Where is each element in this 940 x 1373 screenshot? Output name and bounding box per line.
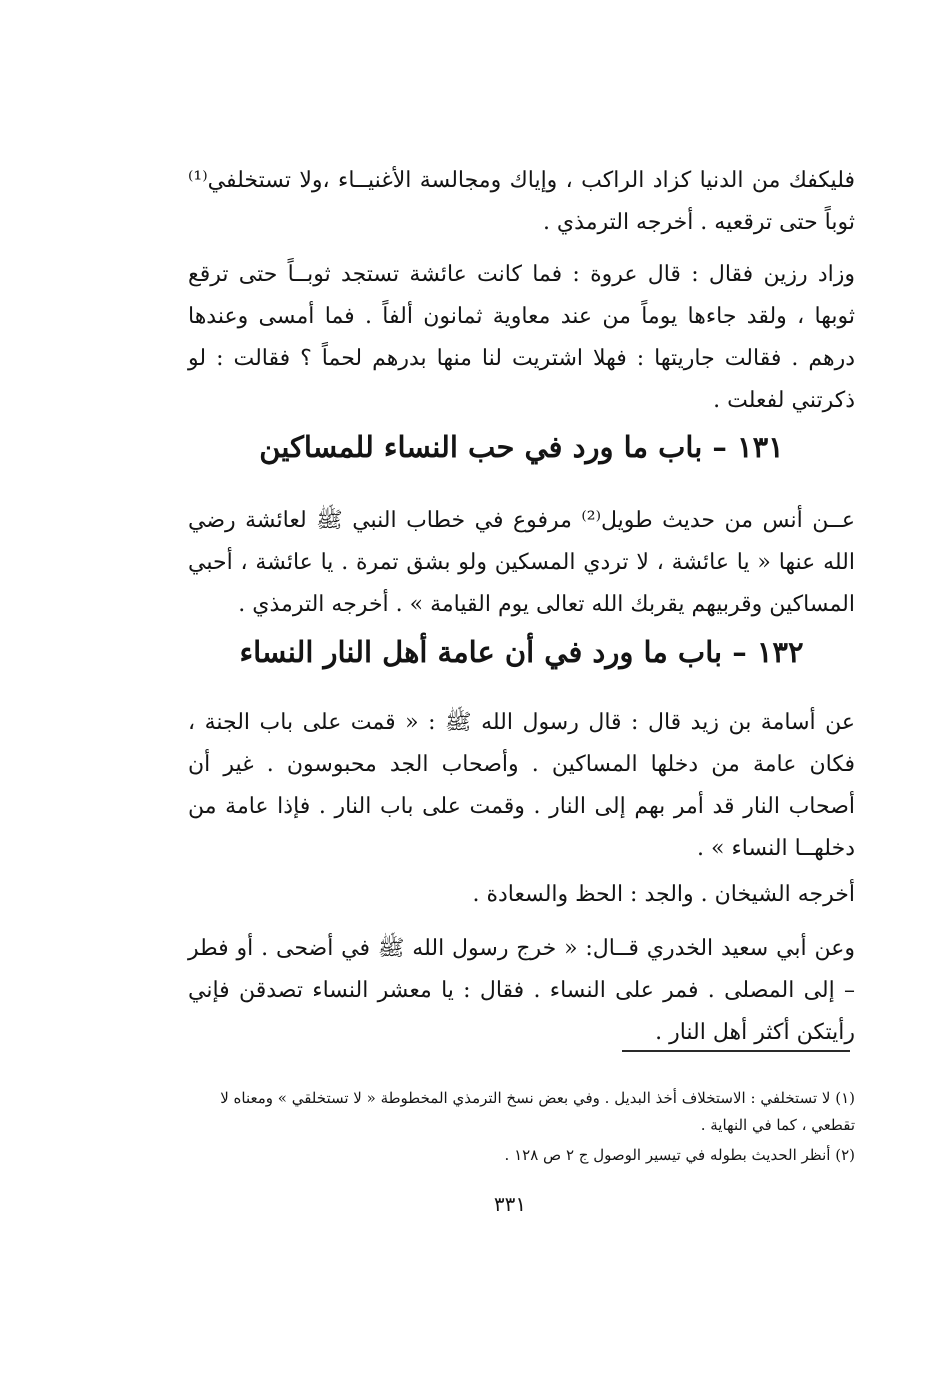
footnote-1: (١) لا تستخلفي : الاستخلاف أخذ البديل . وفي بعض نسخ الترمذي المخطوطة « لا تستخلقي » ومعناه لا تقطعي ، كما في النهاية . (220, 1089, 855, 1134)
paragraph-usama-hadith: عن أسامة بن زيد قال : قال رسول الله ﷺ : « قمت على باب الجنة ، فكان عامة من دخلها المساكين . وأصحاب الجد محبوسون . غير أن أصحاب النار قد أمر بهم إلى النار . وقمت على باب النار . فإذا عامة من دخلهــا النساء » . (188, 710, 855, 861)
paragraph-bukhari-muslim-note: أخرجه الشيخان . والجد : الحظ والسعادة . (472, 882, 855, 907)
chapter-heading-131: ١٣١ – باب ما ورد في حب النساء للمساكين (259, 430, 784, 465)
paragraph-aisha-razin: وزاد رزين فقال : قال عروة : فما كانت عائشة تستجد ثوبــاً حتى ترقع ثوبها ، ولقد جاءها يوماً من عند معاوية ثمانون ألفاً . فما أمسى وعندها درهم . فقالت جاريتها : فهلا اشتريت لنا منها بدرهم لحماً ؟ فقالت : لو ذكرتني لفعلت . (188, 262, 855, 413)
chapter-heading-132: ١٣٢ – باب ما ورد في أن عامة أهل النار النساء (239, 635, 804, 670)
paragraph-anas-hadith: عــن أنس من حديث طويل⁽²⁾ مرفوع في خطاب النبي ﷺ لعائشة رضي الله عنها « يا عائشة ، لا تردي المسكين ولو بشق تمرة . يا عائشة ، أحبي المساكين وقربيهم يقربك الله تعالى يوم القيامة » . أخرجه الترمذي . (188, 508, 855, 617)
page-number: ٣٣١ (493, 1192, 527, 1216)
footnote-2: (٢) أنظر الحديث بطوله في تيسير الوصول ج ٢ ص ١٢٨ . (504, 1146, 855, 1164)
paragraph-abu-said-hadith: وعن أبي سعيد الخدري قــال: « خرج رسول الله ﷺ في أضحى . أو فطر – إلى المصلى . فمر على النساء . فقال : يا معشر النساء تصدقن فإني رأيتكن أكثر أهل النار . (188, 936, 855, 1045)
footnote-separator (622, 1050, 850, 1052)
paragraph-zuhd-advice: فليكفك من الدنيا كزاد الراكب ، وإياك ومجالسة الأغنيــاء ،ولا تستخلفي⁽¹⁾ ثوباً حتى ترقعيه . أخرجه الترمذي . (188, 168, 855, 235)
